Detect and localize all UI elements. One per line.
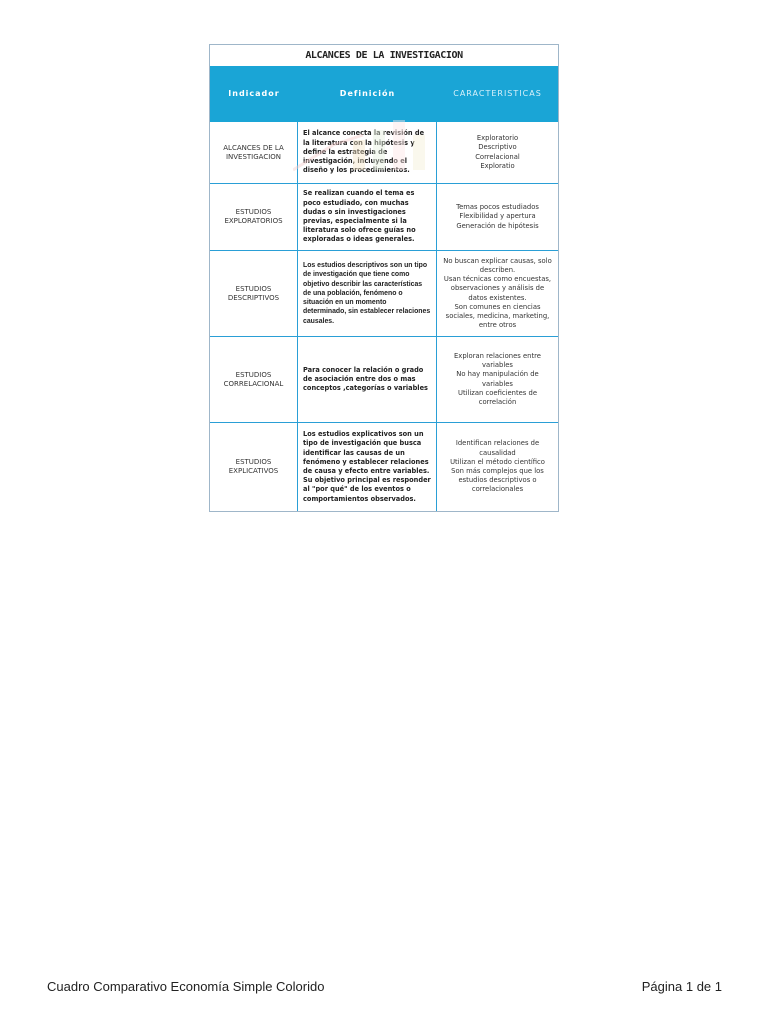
table-row — [210, 184, 558, 251]
row-definition: Los estudios descriptivos son un tipo de investigación que tiene como objetivo describir las características de una población, fenómeno o situación en un momento determinado, sin establecer relaciones causales. — [298, 251, 437, 337]
footer-page-number: Página 1 de 1 — [641, 979, 722, 994]
table-row — [210, 122, 558, 184]
footer-document-title: Cuadro Comparativo Economía Simple Colorido — [47, 979, 325, 994]
row-characteristics: Exploratorio Descriptivo Correlacional Exploratio — [437, 122, 558, 184]
row-indicator: ALCANCES DE LA INVESTIGACION — [210, 122, 298, 184]
comparison-table — [209, 44, 559, 512]
row-definition: Para conocer la relación o grado de asociación entre dos o mas conceptos ,categorías o variables — [298, 337, 437, 423]
row-characteristics: No buscan explicar causas, solo describen. Usan técnicas como encuestas, observaciones y análisis de datos existentes. Son comunes en ciencias sociales, medicina, marketing, entre otros — [437, 251, 558, 337]
row-characteristics: Exploran relaciones entre variables No hay manipulación de variables Utilizan coeficientes de correlación — [437, 337, 558, 423]
table-row — [210, 423, 558, 511]
row-definition: El alcance conecta la revisión de la literatura con la hipótesis y define la estrategia de investigación, incluyendo el diseño y los procedimientos. — [298, 122, 437, 184]
table-row — [210, 251, 558, 337]
row-definition: Se realizan cuando el tema es poco estudiado, con muchas dudas o sin investigaciones previas, especialmente si la literatura solo ofrece guías no exploradas o ideas generales. — [298, 184, 437, 251]
table-header — [210, 66, 558, 122]
row-indicator: ESTUDIOS EXPLICATIVOS — [210, 423, 298, 511]
row-indicator: ESTUDIOS EXPLORATORIOS — [210, 184, 298, 251]
header-definicion: Definición — [339, 89, 396, 98]
header-caracteristicas: CARACTERISTICAS — [453, 89, 542, 98]
row-indicator: ESTUDIOS DESCRIPTIVOS — [210, 251, 298, 337]
row-characteristics: Identifican relaciones de causalidad Utilizan el método científico Son más complejos que los estudios descriptivos o correlacionales — [450, 439, 545, 494]
table-row — [210, 337, 558, 423]
row-definition: Los estudios explicativos son un tipo de investigación que busca identificar las causas de un fenómeno y establecer relaciones de causa y efecto entre variables. Su objetivo principal es responder al "por qué" de los eventos o comportamientos observados. — [298, 423, 437, 511]
row-indicator: ESTUDIOS CORRELACIONAL — [210, 337, 298, 423]
header-indicador: Indicador — [228, 89, 280, 98]
row-characteristics: Temas pocos estudiados Flexibilidad y apertura Generación de hipótesis — [437, 184, 558, 251]
table-title: ALCANCES DE LA INVESTIGACION — [305, 50, 463, 61]
